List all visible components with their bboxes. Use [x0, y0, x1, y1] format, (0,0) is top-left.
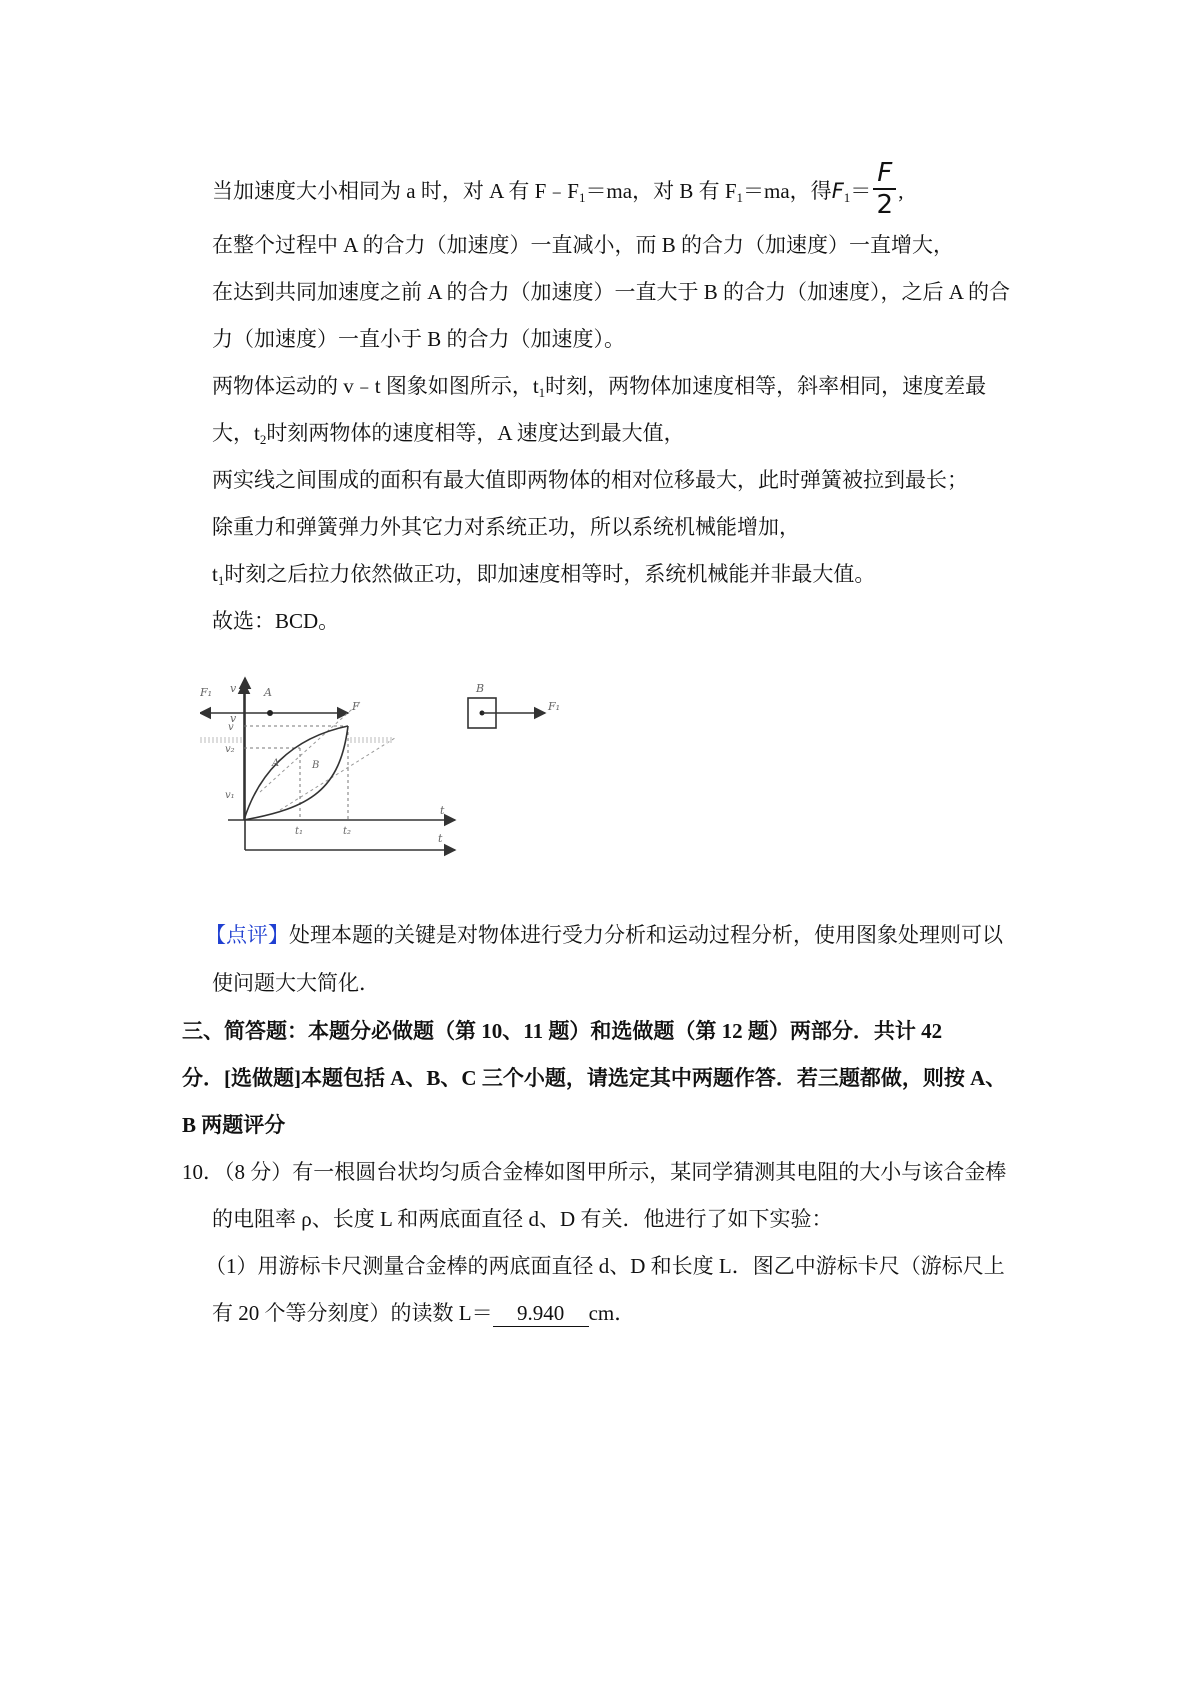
label-A: A [264, 686, 272, 699]
solution-line-2: 在整个过程中 A 的合力（加速度）一直减小，而 B 的合力（加速度）一直增大， [212, 233, 955, 257]
label-curve-B: B [312, 760, 320, 771]
label-F: F [352, 700, 360, 713]
solution-line-8: 除重力和弹簧弹力外其它力对系统正功，所以系统机械能增加， [212, 515, 800, 539]
section3-line-3: B 两题评分 [182, 1113, 286, 1137]
section3-line-2: 分．[选做题]本题包括 A、B、C 三个小题，请选定其中两题作答．若三题都做，则按 A、 [182, 1066, 1007, 1090]
tangent-B [280, 738, 395, 810]
solution-line-4: 力（加速度）一直小于 B 的合力（加速度）。 [212, 327, 626, 351]
q10-line-2: 的电阻率 ρ、长度 L 和两底面直径 d、D 有关．他进行了如下实验： [212, 1207, 833, 1231]
tick-v2: v₂ [225, 744, 235, 755]
label-F1-left: F₁ [200, 686, 213, 699]
tick-v: v [228, 722, 234, 733]
q10-line-1: 10．（8 分）有一根圆台状均匀质合金棒如图甲所示，某同学猜测其电阻的大小与该合金棒 [182, 1160, 1007, 1184]
answer-line: 故选：BCD。 [212, 609, 340, 633]
solution-line-5: 两物体运动的 v﹣t 图象如图所示，$t_1$时刻，两物体加速度相等，斜率相同，速度差最 [212, 374, 987, 400]
fraction-f-over-2: $\frac{F}{2}$ [873, 158, 896, 220]
label-B-box: B [476, 682, 485, 695]
graph-label-v: v [230, 682, 237, 695]
solution-line-1: 当加速度大小相同为 a 时，对 A 有 $F﹣F_1=ma$，对 B 有 $F_1=ma$，得$F_1=$ $\frac{F}{2}$ , [212, 158, 904, 220]
tick-t2: t₂ [343, 826, 352, 837]
comment-line-1: 【点评】处理本题的关键是对物体进行受力分析和运动过程分析，使用图象处理则可以 [205, 923, 1003, 947]
comment-tag: 【点评】 [205, 923, 289, 947]
solution-line-3: 在达到共同加速度之前 A 的合力（加速度）一直大于 B 的合力（加速度），之后 A 的合 [212, 280, 1011, 304]
solution-line-6: 大，$t_2$时刻两物体的速度相等，A 速度达到最大值， [212, 421, 685, 447]
section3-line-1: 三、简答题：本题分必做题（第 10、11 题）和选做题（第 12 题）两部分．共计 42 [182, 1019, 943, 1043]
label-F1-right: F₁ [548, 700, 561, 713]
curve-B [244, 726, 348, 820]
label-v-axis: v [230, 712, 237, 725]
answer-blank: 9.940 [493, 1300, 589, 1327]
comment-line-2: 使问题大大简化． [212, 971, 380, 995]
q10-line-4: 有 20 个等分刻度）的读数 L＝ 9.940 cm． [212, 1301, 636, 1325]
solution-line-9: $t_1$时刻之后拉力依然做正功，即加速度相等时，系统机械能并非最大值。 [212, 562, 876, 588]
tangent-A [260, 702, 360, 792]
q10-line-3: （1）用游标卡尺测量合金棒的两底面直径 d、D 和长度 L．图乙中游标卡尺（游标尺上 [205, 1254, 1005, 1278]
tick-t1: t₁ [295, 826, 304, 837]
graph-label-t: t [440, 804, 445, 817]
tick-v1: v₁ [225, 790, 235, 801]
vt-graph [200, 680, 480, 870]
solution-line-7: 两实线之间围成的面积有最大值即两物体的相对位移最大，此时弹簧被拉到最长； [212, 468, 968, 492]
equation-lhs: F [831, 178, 844, 203]
label-curve-A: A [272, 758, 280, 769]
label-t-axis: t [438, 832, 443, 845]
